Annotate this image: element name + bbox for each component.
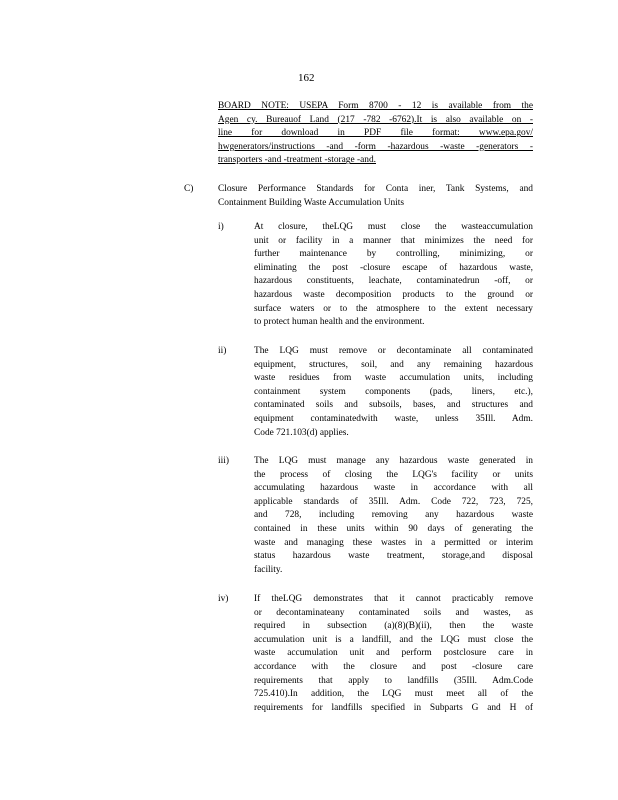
item-number: i) <box>218 222 224 232</box>
paragraph-line: contaminated soils and subsoils, bases, and structures and <box>254 400 533 411</box>
paragraph-line: Code 721.103(d) applies. <box>254 427 349 438</box>
section-letter: C) <box>184 184 194 194</box>
section-heading <box>218 183 533 210</box>
paragraph-line: facility. <box>254 564 283 575</box>
paragraph-line: At closure, theLQG must close the wasteaccumulation <box>254 222 533 232</box>
page-number: 162 <box>298 72 315 84</box>
paragraph-line: accumulation unit is a landfill, and the LQG must close the <box>254 634 533 645</box>
paragraph-line: waste residues from waste accumulation units, including <box>254 373 533 384</box>
paragraph-line: If theLQG demonstrates that it cannot practicably remove <box>254 594 533 604</box>
item-paragraph <box>254 221 533 330</box>
item-number: iv) <box>218 594 229 604</box>
item-paragraph <box>254 455 533 577</box>
item-number: iii) <box>218 456 229 466</box>
item-number: ii) <box>218 346 227 356</box>
paragraph-line: further maintenance by controlling, minimizing, or <box>254 249 533 260</box>
section-heading-line: Closure Performance Standards for Conta iner, Tank Systems, and <box>218 184 533 194</box>
paragraph-line: status hazardous waste treatment, storage,and disposal <box>254 551 533 562</box>
paragraph-line: required in subsection (a)(8)(B)(ii), then the waste <box>254 621 533 632</box>
paragraph-line: requirements for landfills specified in Subparts G and H of <box>254 702 533 713</box>
board-note-line: line for download in PDF file format: www.epa.gov/ <box>218 128 533 139</box>
paragraph-line: unit or facility in a manner that minimizes the need for <box>254 235 533 246</box>
paragraph-line: containment system components (pads, liners, etc.), <box>254 386 533 397</box>
paragraph-line: The LQG must manage any hazardous waste generated in <box>254 456 533 466</box>
paragraph-line: or decontaminateany contaminated soils and wastes, as <box>254 607 533 618</box>
paragraph-line: applicable standards of 35Ill. Adm. Code 722, 723, 725, <box>254 496 533 507</box>
paragraph-line: and 728, including removing any hazardous waste <box>254 510 533 521</box>
paragraph-line: requirements that apply to landfills (35Ill. Adm.Code <box>254 675 533 686</box>
board-note-line: transporters -and -treatment -storage -and. <box>218 155 377 166</box>
paragraph-line: to protect human health and the environment. <box>254 317 425 328</box>
paragraph-line: equipment contaminatedwith waste, unless 35Ill. Adm. <box>254 413 533 424</box>
section-heading-line: Containment Building Waste Accumulation Units <box>218 197 405 208</box>
paragraph-line: eliminating the post -closure escape of hazardous waste, <box>254 262 533 273</box>
board-note <box>218 100 533 168</box>
paragraph-line: surface waters or to the atmosphere to the extent necessary <box>254 303 533 314</box>
paragraph-line: waste and managing these wastes in a permitted or interim <box>254 537 533 548</box>
item-paragraph <box>254 345 533 440</box>
paragraph-line: waste accumulation unit and perform postclosure care in <box>254 648 533 659</box>
board-note-line: BOARD NOTE: USEPA Form 8700 - 12 is available from the <box>218 101 533 111</box>
item-paragraph <box>254 593 533 715</box>
paragraph-line: equipment, structures, soil, and any remaining hazardous <box>254 359 533 370</box>
board-note-line: hwgenerators/instructions -and -form -hazardous -waste -generators - <box>218 141 533 152</box>
board-note-line: Agen cy. Bureauof Land (217 -782 -6762).It is also available on - <box>218 114 533 125</box>
paragraph-line: accordance with the closure and post -closure care <box>254 661 533 672</box>
paragraph-line: the process of closing the LQG's facility or units <box>254 469 533 480</box>
paragraph-line: The LQG must remove or decontaminate all contaminated <box>254 346 533 356</box>
paragraph-line: contained in these units within 90 days of generating the <box>254 523 533 534</box>
paragraph-line: hazardous constituents, leachate, contaminatedrun -off, or <box>254 276 533 287</box>
paragraph-line: 725.410).In addition, the LQG must meet all of the <box>254 689 533 700</box>
paragraph-line: accumulating hazardous waste in accordance with all <box>254 483 533 494</box>
paragraph-line: hazardous waste decomposition products to the ground or <box>254 289 533 300</box>
